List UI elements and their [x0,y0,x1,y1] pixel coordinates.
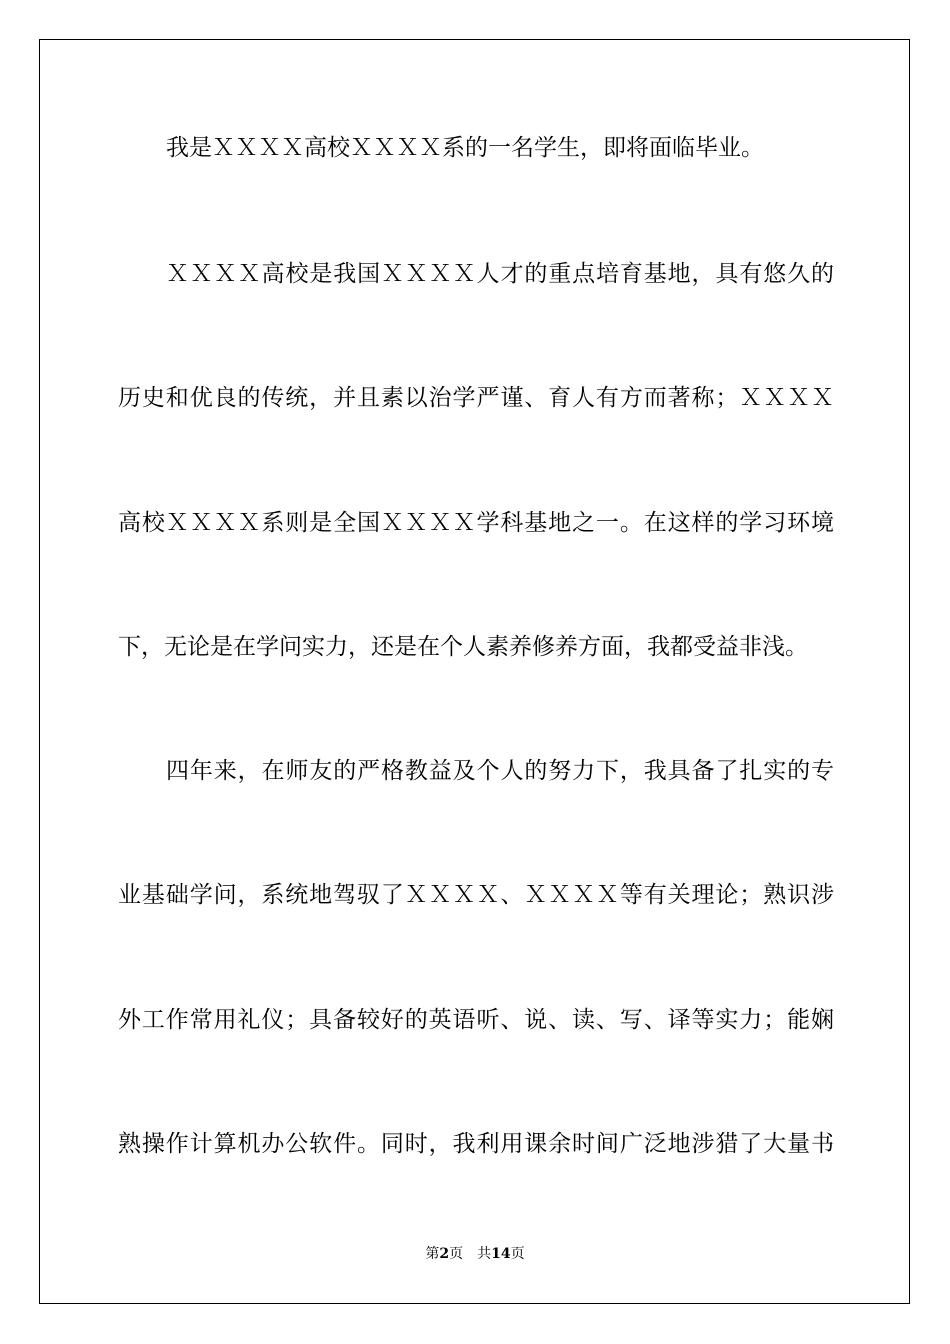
paragraph-2-line-4: 下，无论是在学问实力，还是在个人素养修养方面，我都受益非浅。 [118,634,808,660]
page-suffix: 页 [449,1246,464,1262]
total-suffix: 页 [510,1246,525,1262]
total-pages: 14 [491,1246,511,1262]
paragraph-2-line-3: 高校ＸＸＸＸ系则是全国ＸＸＸＸ学科基地之一。在这样的学习环境 [118,510,834,536]
paragraph-3-line-2: 业基础学问，系统地驾驭了ＸＸＸＸ、ＸＸＸＸ等有关理论；熟识涉 [118,882,834,908]
paragraph-2-line-1: ＸＸＸＸ高校是我国ＸＸＸＸ人才的重点培育基地，具有悠久的 [166,261,834,287]
paragraph-1-line-1: 我是ＸＸＸＸ高校ＸＸＸＸ系的一名学生，即将面临毕业。 [166,135,764,161]
paragraph-3-line-4: 熟操作计算机办公软件。同时，我利用课余时间广泛地涉猎了大量书 [118,1131,834,1157]
paragraph-3-line-3: 外工作常用礼仪；具备较好的英语听、说、读、写、译等实力；能娴 [118,1007,834,1033]
page-footer [0,1244,950,1264]
page-border [39,39,910,1304]
page-number: 2 [439,1246,450,1262]
paragraph-2-line-2: 历史和优良的传统，并且素以治学严谨、育人有方而著称；ＸＸＸＸ [118,385,834,411]
total-prefix: 共 [477,1246,492,1262]
paragraph-3-line-1: 四年来，在师友的严格教益及个人的努力下，我具备了扎实的专 [166,758,834,784]
page-prefix: 第 [425,1246,440,1262]
